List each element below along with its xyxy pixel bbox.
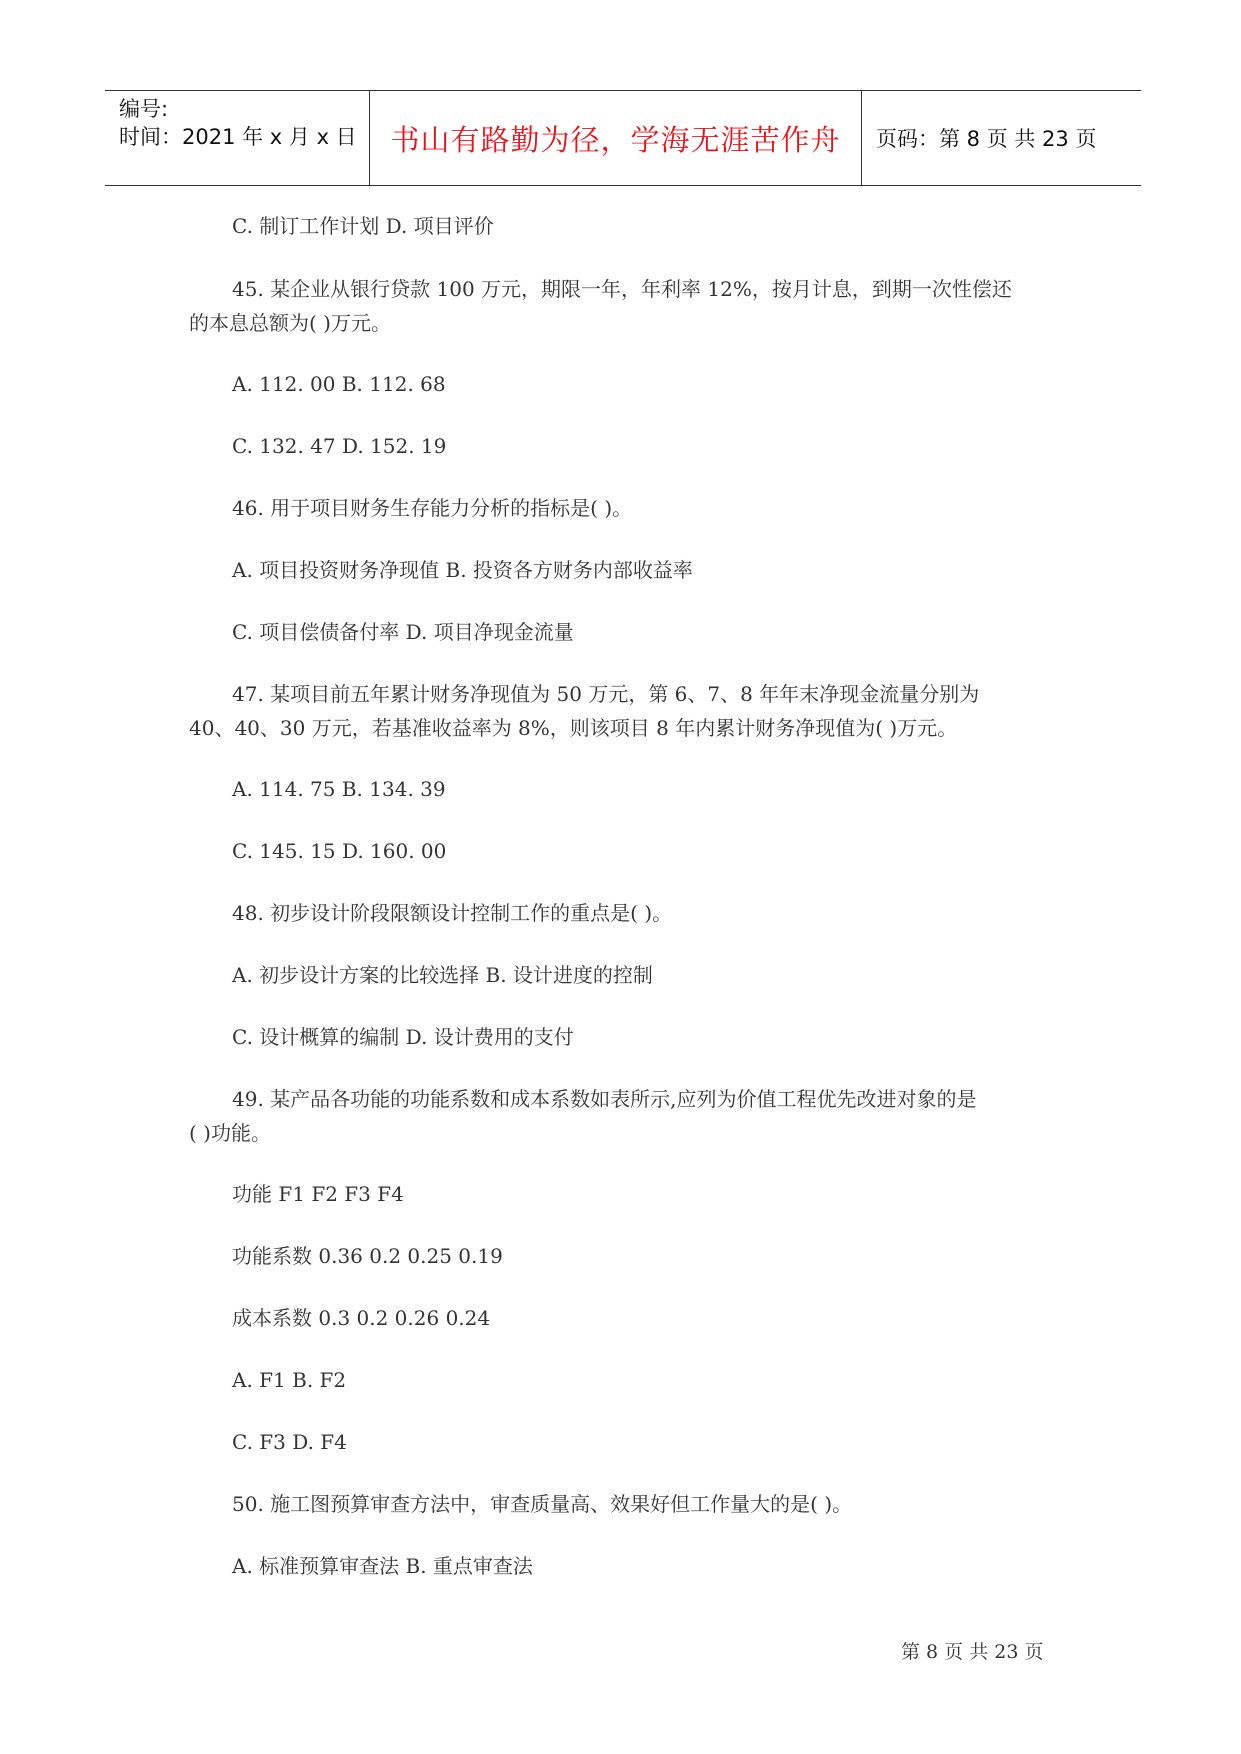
table-row-cost-coefficients: 成本系数 0.3 0.2 0.26 0.24	[232, 1306, 491, 1330]
question-49: 49. 某产品各功能的功能系数和成本系数如表所示,应列为价值工程优先改进对象的是	[232, 1087, 977, 1111]
option-line: C. 145. 15 D. 160. 00	[232, 839, 447, 863]
table-row-functions: 功能 F1 F2 F3 F4	[232, 1182, 404, 1206]
option-line: C. 132. 47 D. 152. 19	[232, 434, 447, 458]
option-line: C. F3 D. F4	[232, 1430, 347, 1454]
header-page-cell	[862, 91, 1141, 185]
question-47: 47. 某项目前五年累计财务净现值为 50 万元，第 6、7、8 年年末净现金流量分别为	[232, 682, 980, 706]
option-line: A. F1 B. F2	[232, 1368, 347, 1392]
page-header	[105, 90, 1141, 186]
option-line: A. 114. 75 B. 134. 39	[232, 777, 446, 801]
time-label: 时间：2021 年 x 月 x 日	[119, 125, 357, 149]
table-row-function-coefficients: 功能系数 0.36 0.2 0.25 0.19	[232, 1244, 503, 1268]
header-page-info: 页码：第 8 页 共 23 页	[876, 127, 1097, 151]
header-motto-cell	[369, 91, 862, 185]
question-47-continued: 40、40、30 万元，若基准收益率为 8%，则该项目 8 年内累计财务净现值为( )万元。	[189, 716, 958, 740]
question-45-continued: 的本息总额为( )万元。	[189, 311, 391, 335]
question-49-continued: ( )功能。	[189, 1121, 271, 1145]
question-50: 50. 施工图预算审查方法中，审查质量高、效果好但工作量大的是( )。	[232, 1492, 853, 1516]
option-line: C. 项目偿债备付率 D. 项目净现金流量	[232, 620, 574, 644]
option-line: C. 设计概算的编制 D. 设计费用的支付	[232, 1025, 574, 1049]
option-line: A. 112. 00 B. 112. 68	[232, 372, 446, 396]
question-46: 46. 用于项目财务生存能力分析的指标是( )。	[232, 496, 633, 520]
serial-number-label: 编号:	[119, 97, 169, 121]
header-info-cell	[105, 91, 369, 185]
question-48: 48. 初步设计阶段限额设计控制工作的重点是( )。	[232, 901, 673, 925]
page-footer: 第 8 页 共 23 页	[901, 1641, 1044, 1663]
motto-text: 书山有路勤为径，学海无涯苦作舟	[390, 122, 841, 157]
option-line: A. 标准预算审查法 B. 重点审查法	[232, 1554, 533, 1578]
question-45: 45. 某企业从银行贷款 100 万元，期限一年，年利率 12%，按月计息，到期一次性偿还	[232, 277, 1012, 301]
option-line: A. 项目投资财务净现值 B. 投资各方财务内部收益率	[232, 558, 693, 582]
option-line: C. 制订工作计划 D. 项目评价	[232, 214, 494, 238]
option-line: A. 初步设计方案的比较选择 B. 设计进度的控制	[232, 963, 653, 987]
